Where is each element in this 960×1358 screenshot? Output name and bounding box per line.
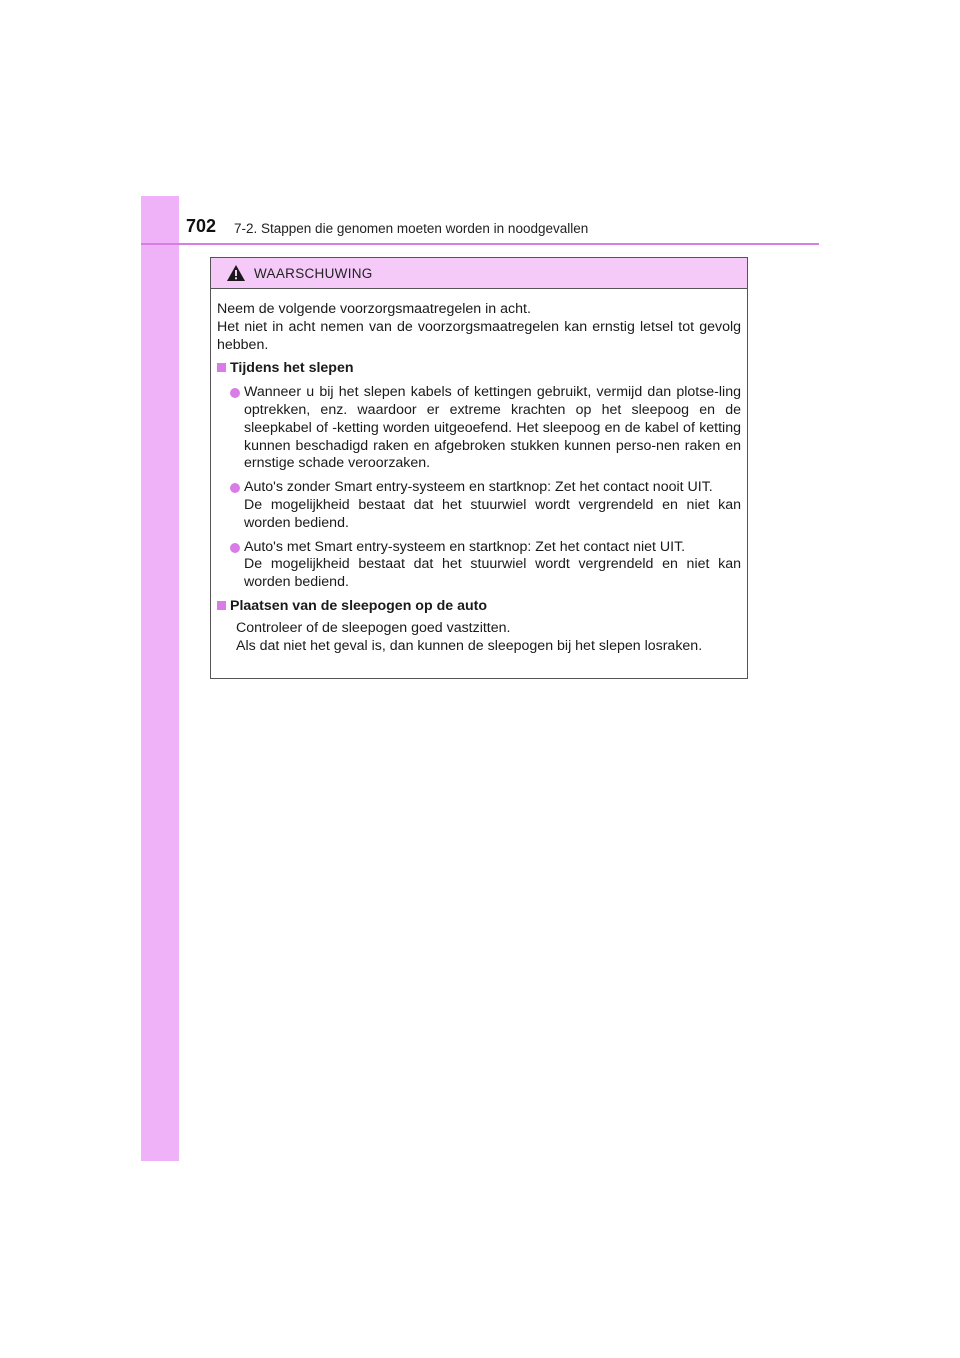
list-item	[217, 539, 741, 592]
bullet-paragraph: Auto's zonder Smart entry-systeem en startknop: Zet het contact nooit UIT.	[244, 479, 713, 496]
warning-header	[211, 258, 747, 289]
page-number: 702	[186, 216, 217, 236]
list-item	[217, 384, 741, 473]
chapter-side-tab	[141, 196, 179, 1161]
list-item	[217, 479, 741, 532]
round-bullet-icon	[230, 388, 240, 398]
round-bullet-icon	[230, 543, 240, 553]
bullet-paragraph: De mogelijkheid bestaat dat het stuurwiel wordt vergrendeld en niet kan worden bediend.	[244, 496, 741, 531]
section-heading: Tijdens het slepen	[217, 360, 741, 378]
section-title: 7-2. Stappen die genomen moeten worden in noodgevallen	[234, 221, 589, 236]
square-bullet-icon	[217, 363, 226, 372]
header-divider	[141, 243, 819, 245]
warning-body	[211, 289, 747, 655]
section-heading: Plaatsen van de sleepogen op de auto	[217, 598, 741, 616]
warning-intro	[217, 301, 741, 354]
bullet-paragraph: De mogelijkheid bestaat dat het stuurwiel wordt vergrendeld en niet kan worden bediend.	[244, 556, 741, 591]
square-bullet-icon	[217, 601, 226, 610]
intro-line: Het niet in acht nemen van de voorzorgsmaatregelen kan ernstig letsel tot gevolg hebben.	[217, 318, 741, 353]
section-line: Controleer of de sleepogen goed vastzitten.	[236, 619, 511, 636]
intro-line: Neem de volgende voorzorgsmaatregelen in acht.	[217, 301, 531, 317]
round-bullet-icon	[230, 483, 240, 493]
warning-box	[210, 257, 748, 679]
warning-title: WAARSCHUWING	[254, 265, 373, 281]
section-towing	[217, 360, 741, 592]
bullet-paragraph: Wanneer u bij het slepen kabels of kettingen gebruikt, vermijd dan plotse-ling optrekken, enz. waardoor er extreme krachten op het sleepoog en de sleepkabel of -ketting worden uitgeoefend. Het sleepoog en de kabel of ketting kunnen beschadigd raken en afgebroken stukken kunnen perso-nen raken en ernstige schade veroorzaken.	[244, 384, 741, 472]
section-tow-eyes	[217, 598, 741, 655]
warning-triangle-icon	[226, 264, 246, 282]
bullet-paragraph: Auto's met Smart entry-systeem en startknop: Zet het contact niet UIT.	[244, 538, 686, 555]
section-line: Als dat niet het geval is, dan kunnen de sleepogen bij het slepen losraken.	[236, 637, 703, 654]
